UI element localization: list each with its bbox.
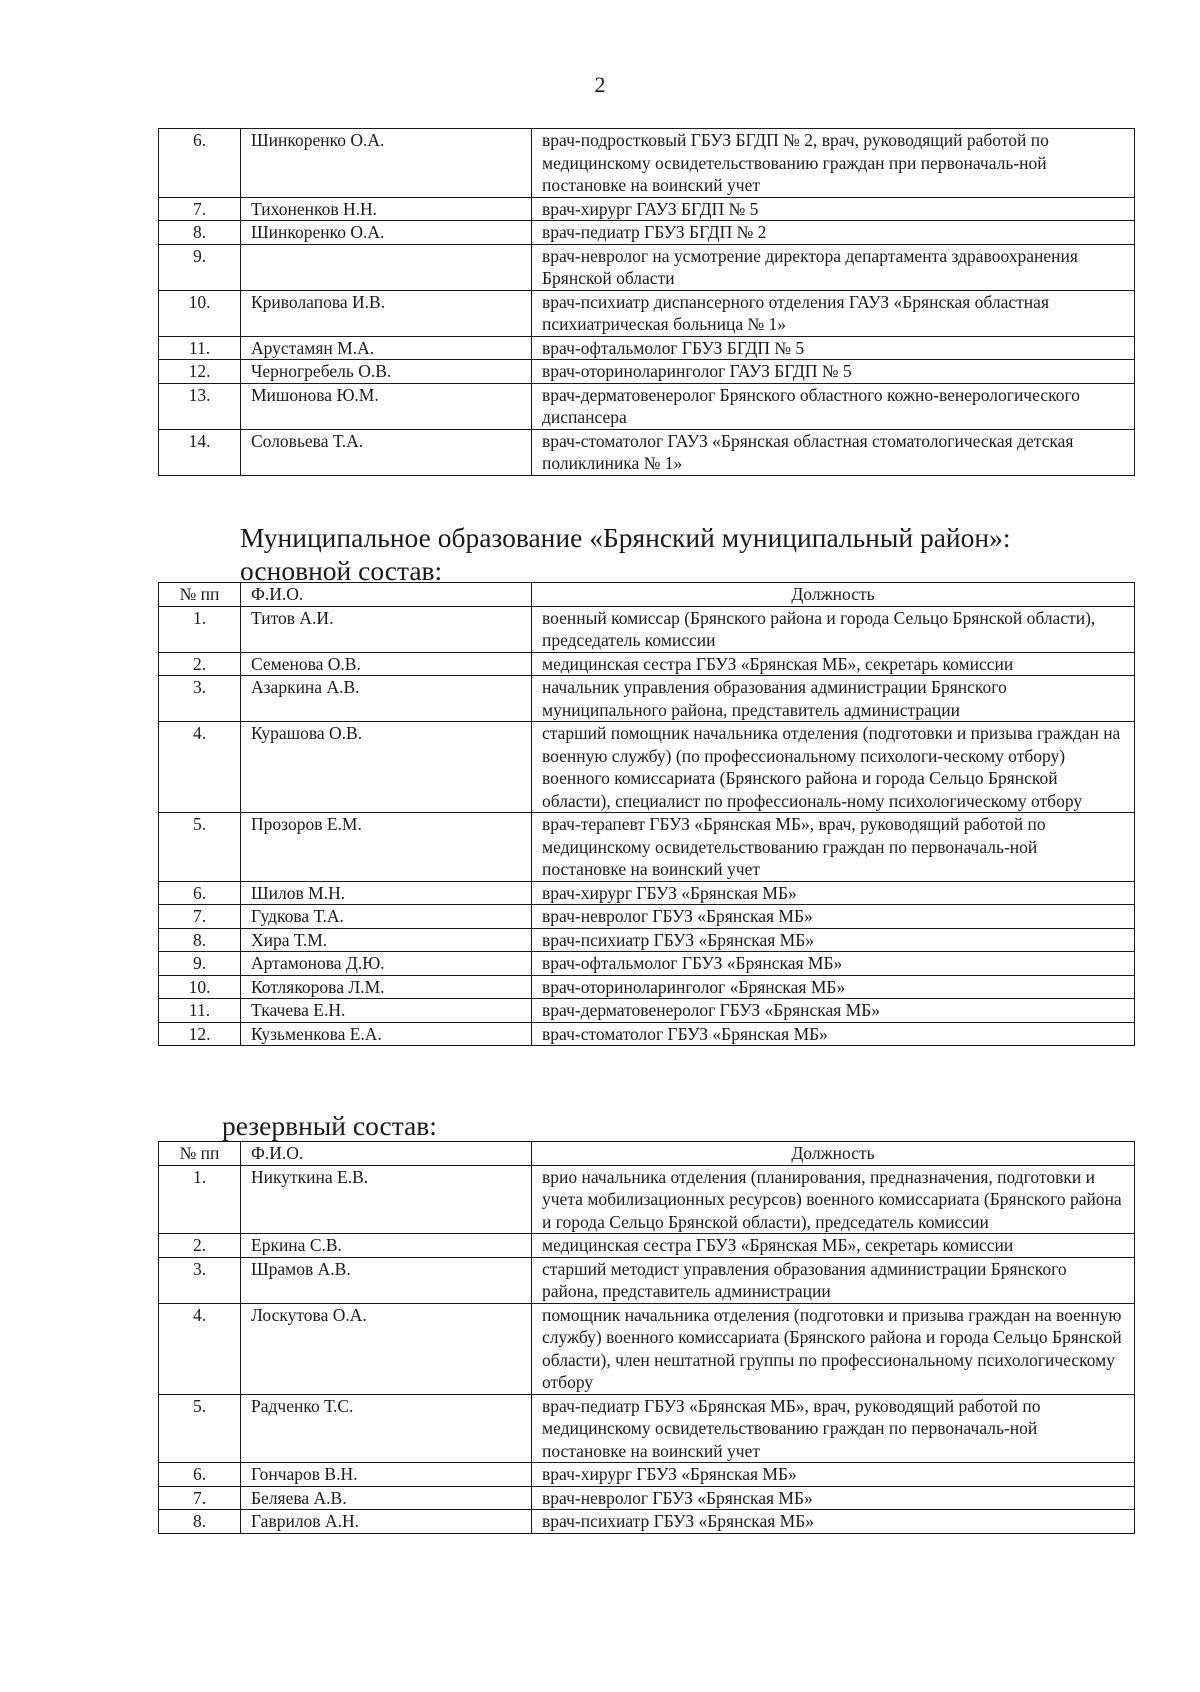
cell-num: 1. <box>159 606 241 652</box>
cell-num: 6. <box>159 129 241 198</box>
cell-position: врио начальника отделения (планирования, предназначения, подготовки и учета мобилизационных ресурсов) военного комиссариата (Брянского района и города Сельцо Брянской области), председатель комиссии <box>532 1165 1135 1234</box>
cell-num: 8. <box>159 221 241 245</box>
cell-position: врач-невролог на усмотрение директора департамента здравоохранения Брянской области <box>532 244 1135 290</box>
cell-position: врач-терапевт ГБУЗ «Брянская МБ», врач, руководящий работой по медицинскому освидетельствованию граждан по первоначаль-ной постановке на воинский учет <box>532 813 1135 882</box>
cell-position: врач-стоматолог ГБУЗ «Брянская МБ» <box>532 1022 1135 1046</box>
table-row <box>159 975 1135 999</box>
cell-name: Криволапова И.В. <box>241 290 532 336</box>
table-row <box>159 952 1135 976</box>
table-row <box>159 1486 1135 1510</box>
table-row <box>159 1394 1135 1463</box>
cell-position: медицинская сестра ГБУЗ «Брянская МБ», секретарь комиссии <box>532 652 1135 676</box>
cell-name: Кузьменкова Е.А. <box>241 1022 532 1046</box>
cell-position: врач-педиатр ГБУЗ БГДП № 2 <box>532 221 1135 245</box>
cell-position: врач-оториноларинголог «Брянская МБ» <box>532 975 1135 999</box>
table-row <box>159 1303 1135 1394</box>
table-row <box>159 928 1135 952</box>
table-row <box>159 813 1135 882</box>
cell-num: 13. <box>159 383 241 429</box>
cell-name: Семенова О.В. <box>241 652 532 676</box>
cell-name: Прозоров Е.М. <box>241 813 532 882</box>
cell-num: 4. <box>159 1303 241 1394</box>
table-row <box>159 244 1135 290</box>
cell-name: Еркина С.В. <box>241 1234 532 1258</box>
table-row <box>159 197 1135 221</box>
table-continuation <box>158 128 1135 476</box>
cell-num: 11. <box>159 336 241 360</box>
cell-name: Шинкоренко О.А. <box>241 221 532 245</box>
table-reserve-composition <box>158 1141 1135 1534</box>
cell-position: врач-стоматолог ГАУЗ «Брянская областная стоматологическая детская поликлиника № 1» <box>532 429 1135 475</box>
cell-name: Котлякорова Л.М. <box>241 975 532 999</box>
cell-position: врач-офтальмолог ГБУЗ БГДП № 5 <box>532 336 1135 360</box>
cell-position: врач-дерматовенеролог ГБУЗ «Брянская МБ» <box>532 999 1135 1023</box>
cell-position: врач-невролог ГБУЗ «Брянская МБ» <box>532 905 1135 929</box>
cell-name: Шинкоренко О.А. <box>241 129 532 198</box>
cell-position: врач-офтальмолог ГБУЗ «Брянская МБ» <box>532 952 1135 976</box>
cell-position: старший методист управления образования администрации Брянского района, представитель администрации <box>532 1257 1135 1303</box>
cell-position: помощник начальника отделения (подготовки и призыва граждан на военную службу) военного комиссариата (Брянского района и города Сельцо Брянской области), член нештатной группы по профессиональному психологическому отбору <box>532 1303 1135 1394</box>
cell-num: 9. <box>159 244 241 290</box>
cell-name: Ткачева Е.Н. <box>241 999 532 1023</box>
header-num: № пп <box>159 583 241 607</box>
table-reserve-body <box>159 1165 1135 1533</box>
cell-name: Гончаров В.Н. <box>241 1463 532 1487</box>
header-name: Ф.И.О. <box>241 1142 532 1166</box>
cell-position: врач-оториноларинголог ГАУЗ БГДП № 5 <box>532 360 1135 384</box>
cell-name <box>241 244 532 290</box>
cell-position: врач-хирург ГБУЗ «Брянская МБ» <box>532 1463 1135 1487</box>
cell-num: 5. <box>159 1394 241 1463</box>
table-header-row <box>159 583 1135 607</box>
header-name: Ф.И.О. <box>241 583 532 607</box>
table-row <box>159 383 1135 429</box>
cell-name: Гудкова Т.А. <box>241 905 532 929</box>
cell-position: врач-психиатр ГБУЗ «Брянская МБ» <box>532 1510 1135 1534</box>
cell-name: Артамонова Д.Ю. <box>241 952 532 976</box>
cell-position: врач-невролог ГБУЗ «Брянская МБ» <box>532 1486 1135 1510</box>
cell-num: 6. <box>159 881 241 905</box>
table-row <box>159 1165 1135 1234</box>
cell-position: военный комиссар (Брянского района и города Сельцо Брянской области), председатель комиссии <box>532 606 1135 652</box>
cell-num: 5. <box>159 813 241 882</box>
page-number: 2 <box>594 72 606 97</box>
section-title-main-line1: Муниципальное образование «Брянский муниципальный район»: <box>240 522 1011 553</box>
cell-name: Беляева А.В. <box>241 1486 532 1510</box>
cell-num: 12. <box>159 1022 241 1046</box>
cell-name: Азаркина А.В. <box>241 676 532 722</box>
cell-num: 7. <box>159 1486 241 1510</box>
table-continuation-body <box>159 129 1135 476</box>
cell-name: Гаврилов А.Н. <box>241 1510 532 1534</box>
cell-num: 8. <box>159 928 241 952</box>
table-row <box>159 999 1135 1023</box>
table-row <box>159 336 1135 360</box>
table-row <box>159 1234 1135 1258</box>
cell-name: Тихоненков Н.Н. <box>241 197 532 221</box>
cell-position: начальник управления образования администрации Брянского муниципального района, представитель администрации <box>532 676 1135 722</box>
cell-position: врач-педиатр ГБУЗ «Брянская МБ», врач, руководящий работой по медицинскому освидетельствованию граждан по первоначаль-ной постановке на воинский учет <box>532 1394 1135 1463</box>
cell-num: 9. <box>159 952 241 976</box>
header-position: Должность <box>532 583 1135 607</box>
cell-num: 2. <box>159 652 241 676</box>
cell-position: старший помощник начальника отделения (подготовки и призыва граждан на военную службу) (по профессиональному психологи-ческому отбору) военного комиссариата (Брянского района и города Сельцо Брянской области), специалист по профессиональ-ному психологическому отбору <box>532 722 1135 813</box>
cell-num: 1. <box>159 1165 241 1234</box>
section-title-reserve: резервный состав: <box>222 1110 437 1141</box>
cell-name: Никуткина Е.В. <box>241 1165 532 1234</box>
table-row <box>159 129 1135 198</box>
table-row <box>159 652 1135 676</box>
cell-name: Хира Т.М. <box>241 928 532 952</box>
cell-num: 3. <box>159 1257 241 1303</box>
cell-num: 8. <box>159 1510 241 1534</box>
cell-num: 11. <box>159 999 241 1023</box>
cell-position: врач-психиатр ГБУЗ «Брянская МБ» <box>532 928 1135 952</box>
cell-num: 2. <box>159 1234 241 1258</box>
cell-position: врач-дерматовенеролог Брянского областного кожно-венерологического диспансера <box>532 383 1135 429</box>
cell-name: Курашова О.В. <box>241 722 532 813</box>
table-main-body <box>159 606 1135 1046</box>
section-title-main-line2: основной состав: <box>240 555 443 586</box>
cell-position: врач-психиатр диспансерного отделения ГАУЗ «Брянская областная психиатрическая больница № 1» <box>532 290 1135 336</box>
cell-num: 14. <box>159 429 241 475</box>
table-row <box>159 221 1135 245</box>
cell-name: Титов А.И. <box>241 606 532 652</box>
table-row <box>159 1463 1135 1487</box>
table-main-composition <box>158 582 1135 1046</box>
table-header-row <box>159 1142 1135 1166</box>
header-position: Должность <box>532 1142 1135 1166</box>
cell-name: Мишонова Ю.М. <box>241 383 532 429</box>
table-row <box>159 1022 1135 1046</box>
header-num: № пп <box>159 1142 241 1166</box>
cell-num: 10. <box>159 290 241 336</box>
table-row <box>159 1510 1135 1534</box>
cell-name: Черногребель О.В. <box>241 360 532 384</box>
table-row <box>159 676 1135 722</box>
cell-name: Радченко Т.С. <box>241 1394 532 1463</box>
cell-name: Шрамов А.В. <box>241 1257 532 1303</box>
cell-num: 6. <box>159 1463 241 1487</box>
cell-position: врач-хирург ГАУЗ БГДП № 5 <box>532 197 1135 221</box>
table-row <box>159 290 1135 336</box>
cell-position: медицинская сестра ГБУЗ «Брянская МБ», секретарь комиссии <box>532 1234 1135 1258</box>
section-title-main <box>240 521 1010 587</box>
cell-name: Арустамян М.А. <box>241 336 532 360</box>
table-row <box>159 722 1135 813</box>
table-row <box>159 905 1135 929</box>
cell-position: врач-хирург ГБУЗ «Брянская МБ» <box>532 881 1135 905</box>
cell-name: Лоскутова О.А. <box>241 1303 532 1394</box>
cell-num: 10. <box>159 975 241 999</box>
table-row <box>159 606 1135 652</box>
table-row <box>159 881 1135 905</box>
cell-num: 3. <box>159 676 241 722</box>
cell-name: Соловьева Т.А. <box>241 429 532 475</box>
table-row <box>159 360 1135 384</box>
cell-num: 12. <box>159 360 241 384</box>
cell-position: врач-подростковый ГБУЗ БГДП № 2, врач, руководящий работой по медицинскому освидетельствованию граждан при первоначаль-ной постановке на воинский учет <box>532 129 1135 198</box>
cell-num: 4. <box>159 722 241 813</box>
table-row <box>159 1257 1135 1303</box>
cell-name: Шилов М.Н. <box>241 881 532 905</box>
table-row <box>159 429 1135 475</box>
cell-num: 7. <box>159 905 241 929</box>
cell-num: 7. <box>159 197 241 221</box>
